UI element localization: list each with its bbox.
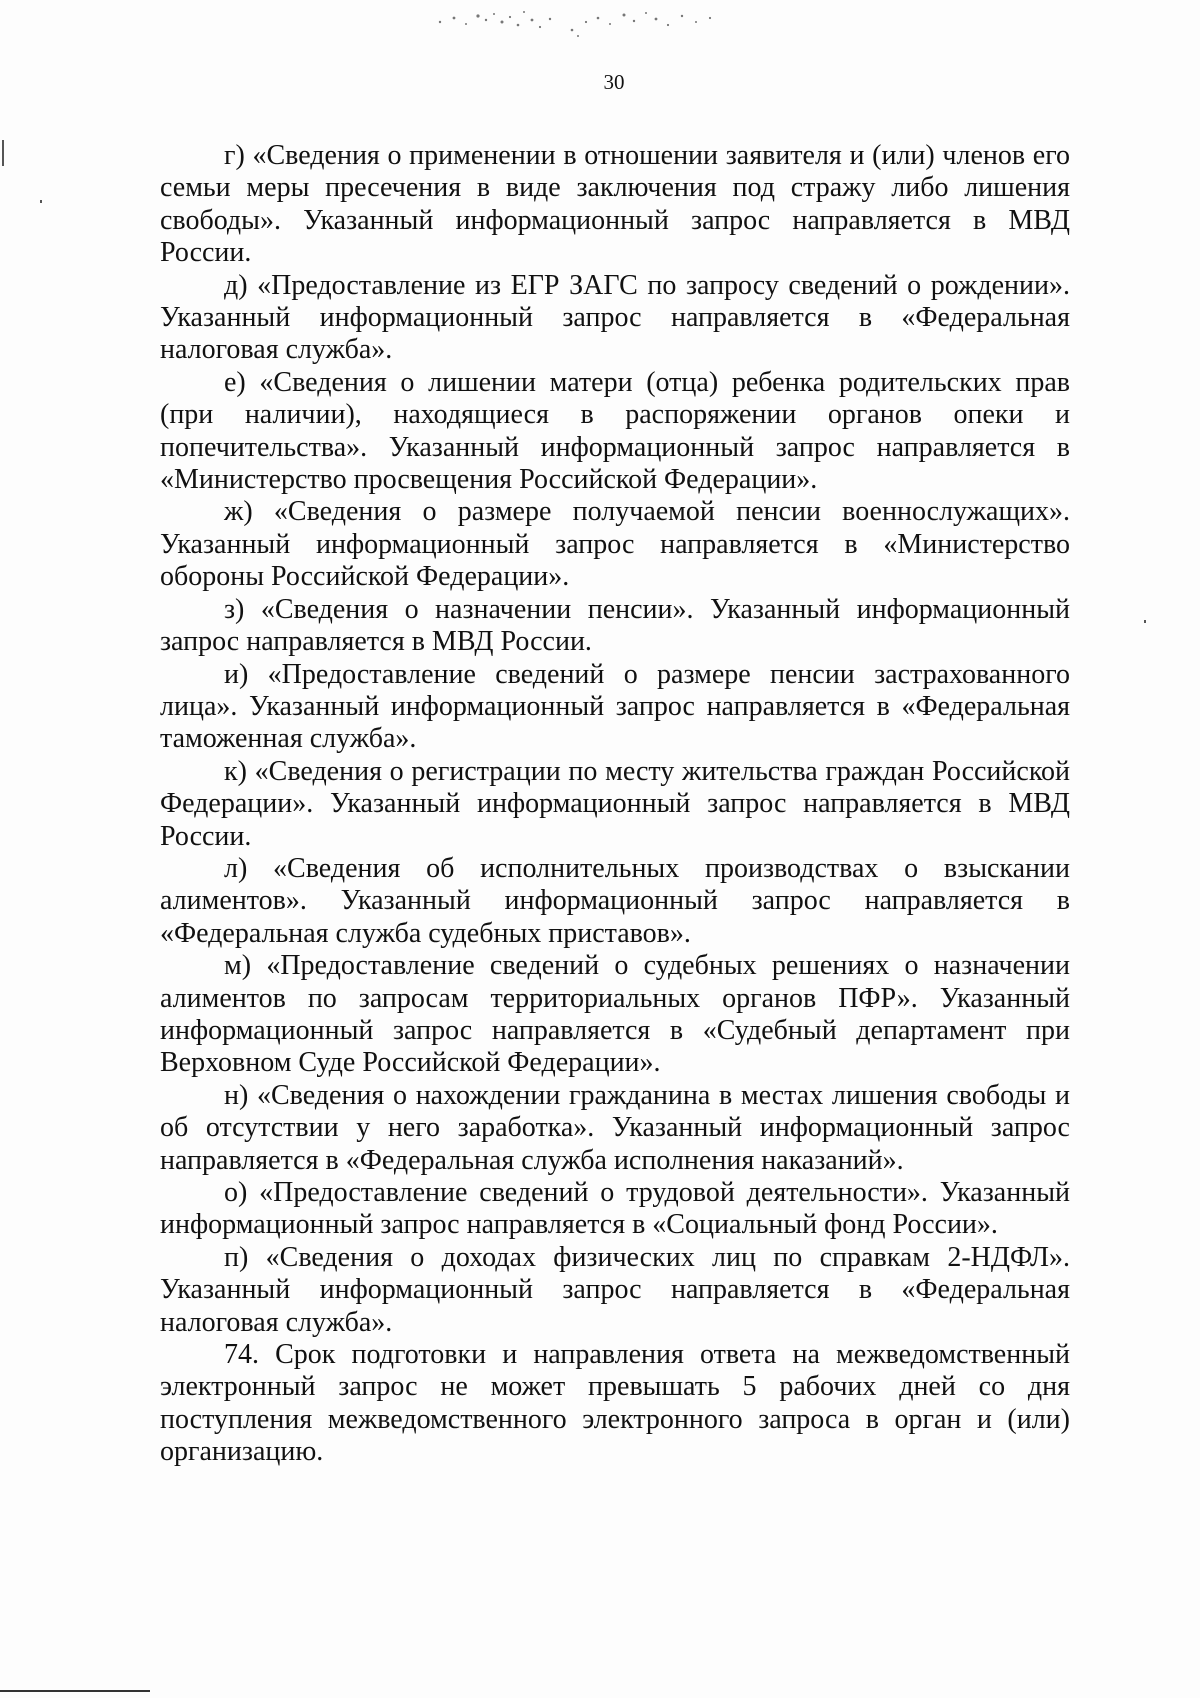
paragraph-o: о) «Предоставление сведений о трудовой деятельности». Указанный информационный запрос направляется в «Социальный фонд России». — [160, 1177, 1070, 1241]
scan-artifact — [420, 0, 740, 46]
paragraph-k: к) «Сведения о регистрации по месту жительства граждан Российской Федерации». Указанный информационный запрос направляется в МВД России. — [160, 755, 1070, 852]
margin-mark — [2, 140, 4, 166]
paragraph-e: е) «Сведения о лишении матери (отца) ребенка родительских прав (при наличии), находящиеся в распоряжении органов опеки и попечительства». Указанный информационный запрос направляется в «Министерство просвещения Российской Федерации». — [160, 366, 1070, 496]
paragraph-d: д) «Предоставление из ЕГР ЗАГС по запросу сведений о рождении». Указанный информационный запрос направляется в «Федеральная налоговая служба». — [160, 269, 1070, 366]
paragraph-m: м) «Предоставление сведений о судебных решениях о назначении алиментов по запросам территориальных органов ПФР». Указанный информационный запрос направляется в «Судебный департамент при Верховном Суде Российской Федерации». — [160, 950, 1070, 1079]
paragraph-n: н) «Сведения о нахождении гражданина в местах лишения свободы и об отсутствии у него заработка». Указанный информационный запрос направляется в «Федеральная служба исполнения наказаний». — [160, 1079, 1070, 1176]
paragraph-zh: ж) «Сведения о размере получаемой пенсии военнослужащих». Указанный информационный запрос направляется в «Министерство обороны Российской Федерации». — [160, 496, 1070, 593]
paragraph-g: г) «Сведения о применении в отношении заявителя и (или) членов его семьи меры пресечения в виде заключения под стражу либо лишения свободы». Указанный информационный запрос направляется в МВД России. — [160, 140, 1070, 269]
margin-mark — [40, 200, 42, 203]
margin-mark — [1144, 620, 1146, 623]
bottom-rule — [0, 1690, 150, 1692]
page-number: 30 — [603, 70, 625, 94]
paragraph-i: и) «Предоставление сведений о размере пенсии застрахованного лица». Указанный информационный запрос направляется в «Федеральная таможенная служба». — [160, 658, 1070, 755]
paragraph-l: л) «Сведения об исполнительных производствах о взыскании алиментов». Указанный информационный запрос направляется в «Федеральная служба судебных приставов». — [160, 852, 1070, 949]
document-body — [160, 140, 1070, 1469]
paragraph-z: з) «Сведения о назначении пенсии». Указанный информационный запрос направляется в МВД России. — [160, 593, 1070, 658]
paragraph-p: п) «Сведения о доходах физических лиц по справкам 2-НДФЛ». Указанный информационный запрос направляется в «Федеральная налоговая служба». — [160, 1241, 1070, 1338]
paragraph-74: 74. Срок подготовки и направления ответа на межведомственный электронный запрос не может превышать 5 рабочих дней со дня поступления межведомственного электронного запроса в орган и (или) организацию. — [160, 1339, 1070, 1468]
